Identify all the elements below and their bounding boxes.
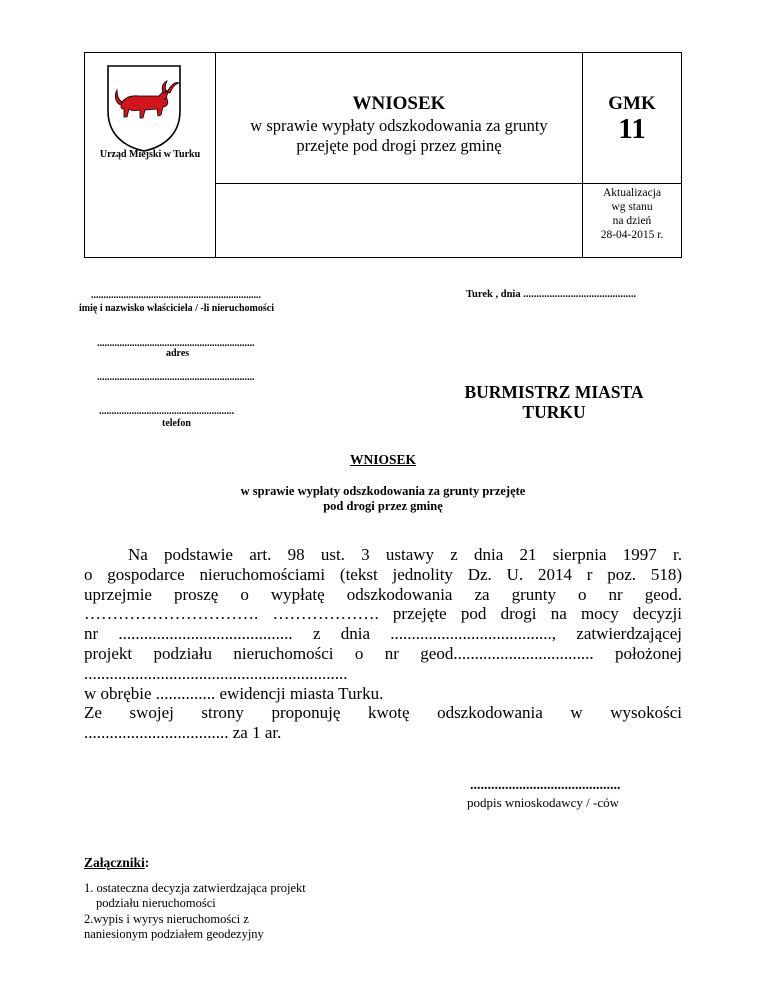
date-field[interactable]: ........................................... <box>523 289 637 300</box>
applicant-address-field-2[interactable]: ............................................................... <box>97 372 255 383</box>
attachments-colon: : <box>144 855 150 870</box>
document-title: WNIOSEK <box>352 93 446 114</box>
attachment-item: podziału nieruchomości <box>96 896 216 910</box>
body-text <box>84 545 682 743</box>
update-date: 28-04-2015 r. <box>600 229 664 241</box>
request-title <box>84 452 682 468</box>
header-table <box>84 52 682 258</box>
city-crest-icon <box>105 63 183 153</box>
place-date <box>466 289 636 300</box>
request-subject-line: pod drogi przez gminę <box>323 499 443 513</box>
office-name: Urząd Miejski w Turku <box>99 149 201 160</box>
body-line: .................................. za 1 ar. <box>84 723 282 743</box>
request-subject <box>84 484 682 514</box>
update-label: wg stanu <box>611 201 653 213</box>
document-subtitle-line: w sprawie wypłaty odszkodowania za grunty <box>250 116 548 135</box>
document-subtitle-line: przejęte pod drogi przez gminę <box>296 136 502 155</box>
body-line: Ze swojej strony proponuję kwotę odszkodowania w wysokości <box>84 703 682 723</box>
body-line: .............................................................. <box>84 663 348 683</box>
place-date-label: Turek , dnia <box>466 289 521 300</box>
form-code: GMK <box>608 93 656 114</box>
body-line: …………………………. ………………. przejęte pod drogi na mocy decyzji <box>84 604 682 624</box>
recipient-line: TURKU <box>522 402 586 422</box>
body-line: uprzejmie proszę o wypłatę odszkodowania za grunty o nr geod. <box>84 584 682 604</box>
attachment-item: 2.wypis i wyrys nieruchomości z <box>84 911 249 926</box>
applicant-address-field[interactable]: ............................................................... <box>97 338 255 349</box>
attachments-title-text: Załączniki <box>84 855 145 870</box>
signature-caption: podpis wnioskodawcy / -ców <box>467 795 620 810</box>
attachment-item: naniesionym podziałem geodezyjny <box>84 927 264 941</box>
body-line: w obrębie .............. ewidencji miasta Turku. <box>84 683 384 703</box>
applicant-name-caption: imię i nazwisko właściciela / -li nieruchomości <box>79 303 274 314</box>
applicant-phone-field[interactable]: ...................................................... <box>99 406 234 417</box>
body-line: Na podstawie art. 98 ust. 3 ustawy z dnia 21 sierpnia 1997 r. <box>128 545 682 564</box>
update-info <box>582 186 682 242</box>
document-subtitle <box>216 116 582 156</box>
signature-field[interactable]: ........................................... <box>470 778 621 793</box>
update-label: na dzień <box>612 215 652 227</box>
applicant-address-caption: adres <box>166 348 190 359</box>
attachments <box>84 855 306 943</box>
body-line: o gospodarce nieruchomościami (tekst jednolity Dz. U. 2014 r poz. 518) <box>84 564 682 584</box>
form-number: 11 <box>618 113 646 145</box>
recipient <box>444 382 664 422</box>
recipient-line: BURMISTRZ MIASTA <box>464 382 644 402</box>
attachment-item: 1. ostateczna decyzja zatwierdzająca projekt <box>84 880 306 895</box>
update-label: Aktualizacja <box>602 187 662 199</box>
applicant-phone-caption: telefon <box>162 418 191 429</box>
request-subject-line: w sprawie wypłaty odszkodowania za grunty przejęte <box>240 484 526 498</box>
body-line: nr ......................................... z dnia ......................................, zatwierdzającej <box>84 624 682 644</box>
request-title-text: WNIOSEK <box>349 452 417 467</box>
header-divider <box>215 183 681 184</box>
attachments-title <box>84 855 306 871</box>
body-line: projekt podziału nieruchomości o nr geod................................. położonej <box>84 643 682 663</box>
applicant-name-field[interactable]: .................................................................... <box>91 290 261 301</box>
